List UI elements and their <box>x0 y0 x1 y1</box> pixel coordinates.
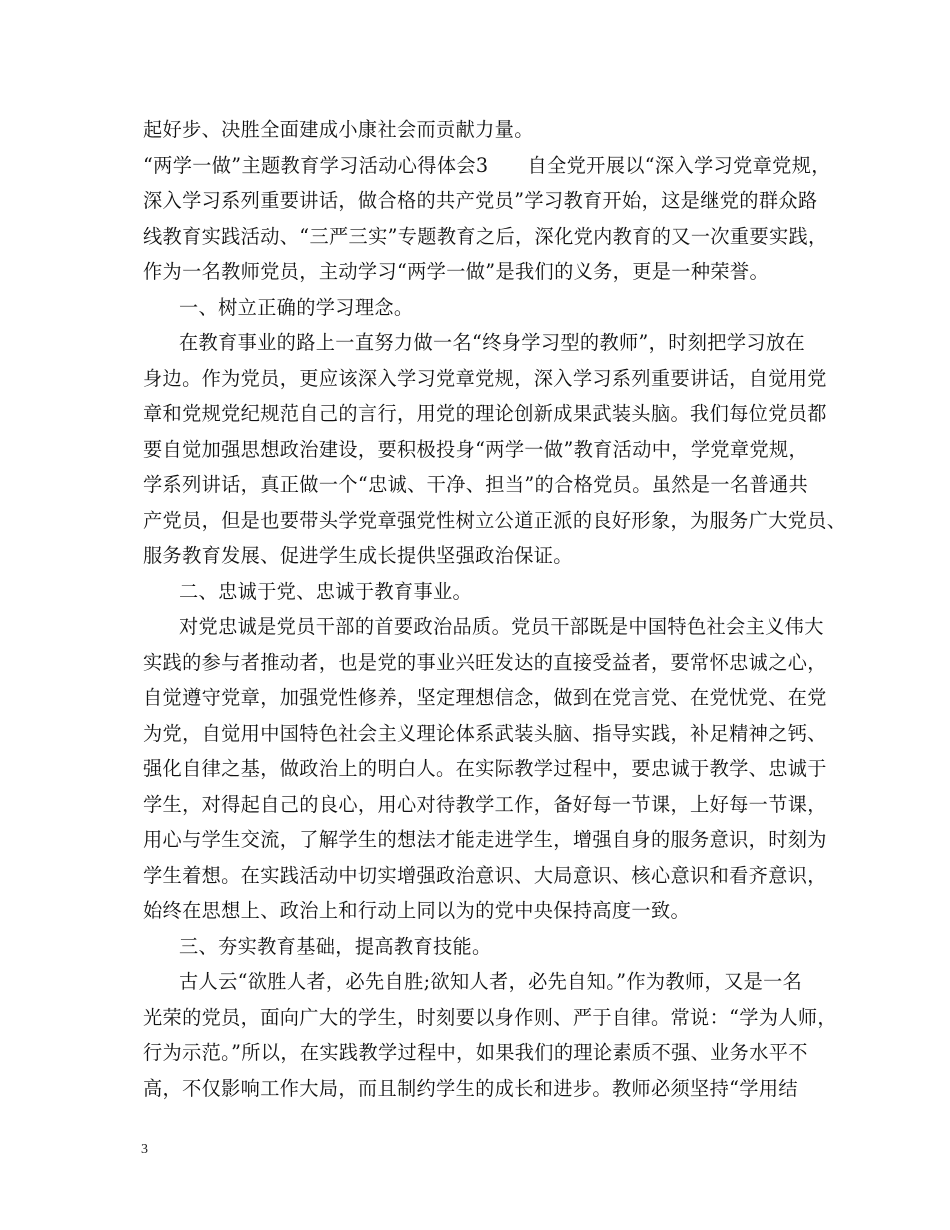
text-line: 高，不仅影响工作大局，而且制约学生的成长和进步。教师必须坚持“学用结 <box>143 1077 798 1100</box>
text-line: 始终在思想上、政治上和行动上同以为的党中央保持高度一致。 <box>143 899 691 922</box>
text-line: 学生，对得起自己的良心，用心对待教学工作，备好每一节课，上好每一节课， <box>143 793 827 816</box>
text-line: 要自觉加强思想政治建设，要积极投身“两学一做”教育活动中，学党章党规， <box>143 438 809 461</box>
section-heading: 一、树立正确的学习理念。 <box>179 296 414 319</box>
text-line: 章和党规党纪规范自己的言行，用党的理论创新成果武装头脑。我们每位党员都 <box>143 402 827 425</box>
text-line: 在教育事业的路上一直努力做一名“终身学习型的教师”，时刻把学习放在 <box>179 331 805 354</box>
text-line: 自觉遵守党章，加强党性修养，坚定理想信念，做到在党言党、在党忧党、在党 <box>143 686 827 709</box>
text-line: 产党员，但是也要带头学党章强党性树立公道正派的良好形象，为服务广大党员、 <box>143 509 847 532</box>
page-number: 3 <box>141 1142 148 1157</box>
text-line: 起好步、决胜全面建成小康社会而贡献力量。 <box>143 118 534 141</box>
section-heading: 三、夯实教育基础，提高教育技能。 <box>179 935 492 958</box>
text-line: 强化自律之基，做政治上的明白人。在实际教学过程中，要忠诚于教学、忠诚于 <box>143 757 827 780</box>
text-line: 学系列讲话，真正做一个“忠诚、干净、担当”的合格党员。虽然是一名普通共 <box>143 473 809 496</box>
text-line: 服务教育发展、促进学生成长提供坚强政治保证。 <box>143 544 573 567</box>
section-heading: 二、忠诚于党、忠诚于教育事业。 <box>179 580 473 603</box>
text-line: 对党忠诚是党员干部的首要政治品质。党员干部既是中国特色社会主义伟大 <box>179 615 824 638</box>
text-line: 线教育实践活动、“三严三实”专题教育之后，深化党内教育的又一次重要实践， <box>143 225 828 248</box>
text-line: 用心与学生交流，了解学生的想法才能走进学生，增强自身的服务意识，时刻为 <box>143 828 827 851</box>
text-line: 为党，自觉用中国特色社会主义理论体系武装头脑、指导实践，补足精神之钙、 <box>143 722 827 745</box>
text-line: 作为一名教师党员，主动学习“两学一做”是我们的义务，更是一种荣誉。 <box>143 260 769 283</box>
text-line: 光荣的党员，面向广大的学生，时刻要以身作则、严于自律。常说：“学为人师， <box>143 1006 837 1029</box>
text-line: “两学一做”主题教育学习活动心得体会3 自全党开展以“深入学习党章党规， <box>143 154 831 177</box>
text-line: 身边。作为党员，更应该深入学习党章党规，深入学习系列重要讲话，自觉用党 <box>143 367 827 390</box>
text-line: 行为示范。”所以，在实践教学过程中，如果我们的理论素质不强、业务水平不 <box>143 1041 808 1064</box>
text-line: 学生着想。在实践活动中切实增强政治意识、大局意识、核心意识和看齐意识， <box>143 864 827 887</box>
text-line: 实践的参与者推动者，也是党的事业兴旺发达的直接受益者，要常怀忠诚之心， <box>143 651 827 674</box>
text-line: 古人云“欲胜人者，必先自胜;欲知人者，必先自知。”作为教师，又是一名 <box>179 970 803 993</box>
text-line: 深入学习系列重要讲话，做合格的共产党员”学习教育开始，这是继党的群众路 <box>143 189 818 212</box>
